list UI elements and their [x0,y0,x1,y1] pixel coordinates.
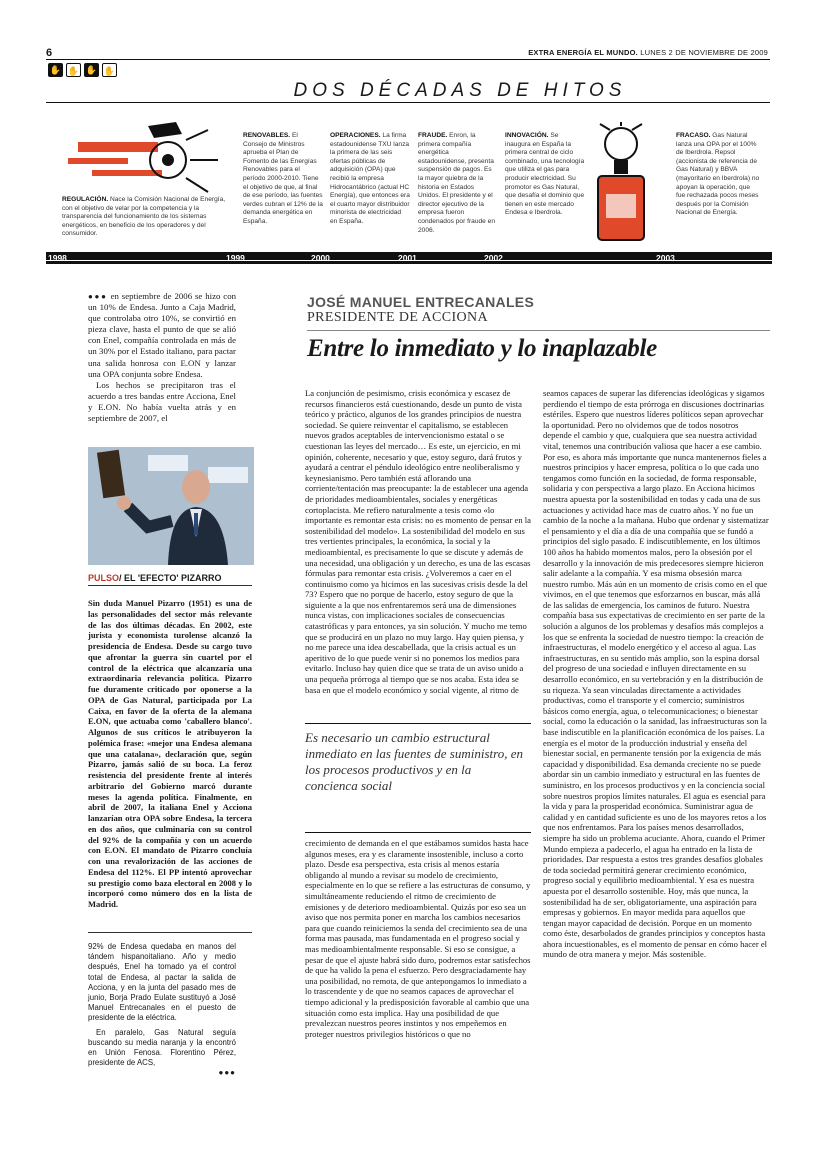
timeline-item-regulacion: REGULACIÓN. Nace la Comisión Nacional de Energía, con el objetivo de velar por la competencia y la transparencia del funcionamiento de los sistemas energéticos, en beneficio de los operadores y del consumidor. [62,196,226,238]
paragraph: Los hechos se precipitaron tras el acuerdo a tres bandas entre Acciona, Enel y E.ON. No había vuelta atrás y en septiembre de 2007, el [88,379,236,424]
publication-date: LUNES 2 DE NOVIEMBRE DE 2009 [640,48,768,57]
timeline-item-fracaso: FRACASO. Gas Natural lanza una OPA por el 100% de Iberdrola. Repsol (accionista de referencia de Gas Natural) y BBVA (mayoritario en Iberdrola) no apoyan la operación, que fue rechazada pocos meses después por la Comisión Nacional de Energía. [676,132,760,217]
section-title: DOS DÉCADAS DE HITOS [293,80,627,101]
article-headline: Entre lo inmediato y lo inaplazable [307,335,657,362]
year-label: 1998 [48,253,67,263]
year-label: 1999 [226,253,245,263]
pulso-label: PULSO [88,573,120,583]
article-author-role: PRESIDENTE DE ACCIONA [307,310,489,325]
section-rule [46,102,770,103]
entrecanales-photo [88,447,254,565]
paragraph: ●●● en septiembre de 2006 se hizo con un 10% de Endesa. Junto a Caja Madrid, que controlaba otro 10%, se convirtió en pieza clave, hasta el punto de que se alió con Enel, compañía controlada en más de un 30% por el Estado italiano, para pactar una salida honrosa con E.ON y lanzar una OPA conjunta sobre Endesa. [88,291,237,379]
pulso-end-rule [88,932,252,933]
header-rule [46,59,770,60]
section-hand-icons [48,63,117,77]
year-label: 2003 [656,253,675,263]
pulso-title: EL 'EFECTO' PIZARRO [124,573,222,583]
publication-header [528,48,768,57]
paragraph: 92% de Endesa quedaba en manos del tándem hispanoitaliano. Año y medio después, Enel ha tomado ya el control total de Endesa, al pactar la salida de Acciona, y en la junta del pasado mes de junio, Borja Prado Eulate sustituyó a José Manuel Entrecanales en el puesto de presidente de la eléctrica. [88,942,236,1023]
year-label: 2000 [311,253,330,263]
left-column-top [88,291,236,424]
article-column-1-continued: crecimiento de demanda en el que estábamos sumidos hasta hace algunos meses, era y es claramente insostenible, incluso a corto plazo. Desde esa perspectiva, esta crisis al menos estaría obligando al mundo a revisar su modelo de crecimiento, especialmente en lo que se refiere a las estructuras de consumo, y simultáneamente reduciendo el ritmo de crecimiento de emisiones y de deterioro medioambiental. Quizás por eso sea un aviso que nos permita poner en marcha los cambios necesarios para que cuando reiniciemos la senda del crecimiento sea de una forma mas pausada, mas fundamentada en el progreso social y mas medioambientalmente responsable. Si eso se consigue, a pesar de que el ajuste habrá sido duro, podremos estar satisfechos de que ha valido la pena el esfuerzo. Pero desgraciadamente hay una posibilidad, no remota, de que antepongamos lo inmediato a lo trascendente y de que no seamos capaces de aprovechar el tiempo adicional y la predisposición favorable al cambio que una situación como esta implica. Hay una posibilidad de que prevalezcan nuestros peores instintos y nos empeñemos en proteger nuestros privilegios históricos o que no [305,838,531,1039]
left-column-bottom [88,942,236,1079]
hand-icon: ✋ [66,63,81,77]
quote-rule-bottom [305,832,531,833]
timeline-item-renovables: RENOVABLES. El Consejo de Ministros aprueba el Plan de Fomento de las Energías Renovables para el período 2000-2010. Tiene el objetivo de que, al final de ese período, las fuentes verdes cubran el 12% de la demanda energética en España. [243,132,323,225]
article-column-1: La conjunción de pesimismo, crisis económica y escasez de recursos financieros está cuestionando, desde un punto de vista teórico y práctico, algunos de los grandes principios de nuestra sociedad. Se quiere reinventar el capitalismo, se establecen nuevos grados aceptables de intervencionismo estatal o se cuestionan las leyes del mercado… Es este, un ejercicio, en mi opinión, coherente, necesario y que, estoy seguro, dará frutos y ayudará a centrar el péndulo ideológico entre neoliberalismo y keynesianismo. Pero también está aflorando una corriente/tentación mas preocupante: la de establecer una agenda de prioridades medioambientales, sociales y energéticas cortoplacista. Me refiero naturalmente a tesis como «lo importante es remontar esta crisis: no es momento de pensar en la sostenibilidad del modelo». La sostenibilidad del modelo en sus tres vertientes principales, la económica, la social y la medioambiental, es precisamente lo que se discute y además de una necesidad, una obligación y un derecho, es una de las escasas fórmulas para remontar esta crisis. ¿Volveremos a caer en el continuismo como ya hicimos en las sucesivas crisis desde la del 73? Espero que no porque de hacerlo, estoy seguro de que la siguiente a la que nos enfrentaremos será una de dimensiones nunca vistas, con implicaciones sociales de consecuencias catastróficas y para entonces, ya sin solución. Y mucho me temo que se producirá en un plazo no muy largo. Hay quien piensa, y no me parece una idea descabellada, que la crisis actual es un aperitivo de lo que puede venir si no ponemos los medios para evitarlo. Incluso hay quien dice que se trata de un aviso unido a una pequeña prórroga al tiempo que se nos acaba. Esta idea se basa en que el modelo económico y social vigente, al ritmo de [305,388,531,695]
quote-rule-top [305,723,531,724]
bottle-illustration [590,122,652,244]
timeline-item-operaciones: OPERACIONES. La firma estadounidense TXU lanza la primera de las seis ofertas públicas de adquisición (OPA) que recibió la empresa Hidrocantábrico (actual HC Energía), que entonces era el cuarto mayor distribuidor minorista de electricidad en España. [330,132,410,225]
hand-icon: ✋ [49,65,62,75]
year-label: 2001 [398,253,417,263]
publication-name: EXTRA ENERGÍA EL MUNDO. [528,48,638,57]
timeline-item-fraude: FRAUDE. Enron, la primera compañía energética estadounidense, presenta suspensión de pagos. Es la mayor quiebra de la historia en Estados Unidos. El presidente y el director ejecutivo de la empresa fueron condenados por fraude en 2006. [418,132,495,234]
pulso-heading: PULSO/ EL 'EFECTO' PIZARRO [88,573,222,583]
hand-icon: ✋ [85,65,98,75]
article-author: JOSÉ MANUEL ENTRECANALES [307,294,535,310]
pulso-text: Sin duda Manuel Pizarro (1951) es una de las personalidades del sector más relevante de las dos últimas décadas. En 2002, este jurista y economista turolense alcanzó la presidencia de Endesa. Desde su cargo tuvo que afrontar la guerra sin cuartel por el control de la eléctrica que alcanzaría una extraordinaria relevancia política. Pizarro fue duramente criticado por oponerse a la OPA de Gas Natural, participada por La Caixa, en favor de la oferta de la alemana E.ON, que actuaba como 'caballero blanco'. Algunos de sus críticos le atribuyeron la polémica frase: «mejor una Endesa alemana que una catalana», declaración que, según Pizarro, jamás salió de su boca. La feroz resistencia del presidente frente al interés arbitrario del Gobierno marcó durante meses la agenda política. Finalmente, en abril de 2007, la italiana Enel y Acciona lanzarían otra OPA sobre Endesa, la tercera en dos años, que culminaría con su control del 92% de la compañía y con un acuerdo con E.ON. El mandato de Pizarro concluía con una revalorización de las acciones de Endesa del 112%. El PP intentó aprovechar su prestigio como baza electoral en 2008 y lo incorporó como número dos en la lista de Madrid. [88,598,252,909]
pulso-rule [88,585,252,586]
pull-quote: Es necesario un cambio estructural inmediato en las fuentes de suministro, en los procesos productivos y en la concienca social [305,730,523,793]
hand-icon: ✋ [102,63,117,77]
timeline-item-innovacion: INNOVACIÓN. Se inaugura en España la primera central de ciclo combinado, una tecnología que utiliza el gas para producir electricidad. Su promotor es Gas Natural, que desafía el dominio que tienen en este mercado Endesa e Iberdrola. [505,132,585,217]
kicker-rule [307,330,770,331]
article-column-2: seamos capaces de superar las diferencias ideológicas y sigamos perdiendo el tiempo de esta prórroga en discusiones doctrinarias estériles. Espero que nuestros líderes políticos sepan aprovechar la oportunidad. Pero no olvidemos que de todos nosotros depende el cambio y que, cualquiera que sea nuestra actividad vital, tenemos una contribución valiosa que hacer a ese cambio. Por eso, es ahora más importante que nunca mantenernos fieles a nuestros principios y hacer empresa, política o lo que cada uno tengamos como función en la sociedad, de forma responsable, solidaria y con perspectiva a largo plazo. En Acciona hicimos nuestra apuesta por la sostenibilidad en todas y cada una de sus actuaciones y actividad hace mas de cuatro años. Y no fue un cambio de la noche a la mañana. Hubo que ordenar y sistematizar el pensamiento y el día a día de una compañía que se fundó a principios del siglo pasado. E indiscutiblemente, en los últimos 100 años ha habido momentos malos, pero la obsesión por el desarrollo y la innovación de mis predecesores siempre hicieron salir adelante a la compañía. Y esa misma obsesión marca nuestro rumbo. Más aún en un momento de crisis como en el que vivimos, en el que tenemos que esforzarnos en buscar, más allá de las salidas de emergencia, los caminos de futuro. Nuestra compañía basa sus expectativas de crecimiento en ser parte de la solución a algunos de los problemas y desafíos más complejos a los que se enfrenta la sociedad de nuestro tiempo: la creación de infraestructuras, el modelo energético y el acceso al agua. Las infraestructuras, en su sentido más amplio, son la espina dorsal del progreso de una sociedad e influyen directamente en su desarrollo económico, en su vertebración y en la distribución de su riqueza. Ya sean vinculadas directamente a actividades productivas, como el transporte y el comercio; suministros básicos como energía, agua, o telecomunicaciones; o bienestar social, como la educación o la sanidad, las infraestructuras son la base indiscutible en la planificación económica de los países. La energía es el motor de la producción industrial y enseña del bienestar social, en permanente tensión por la exigencia de más capacidad y disponibilidad. Esa demanda creciente no se puede abordar sin un cambio inmediato y estructural en las fuentes de suministro, en los procesos productivos y en la conciencia social sobre nuestros propios límites naturales. El agua es esencial para la vida y para la prosperidad económica. Suministrar agua de calidad y en cantidad suficiente es uno de los mayores retos a los que nos enfrentamos. Para los países menos desarrollados, siempre ha sido un problema acuciante. Ahora, cuando el Primer Mundo empieza a padecerlo, el agua ha entrado en la lista de prioridades. Dar respuesta a estos tres grandes desafíos globales de toda sociedad permitirá generar crecimiento económico, progreso social y equilibrio medioambiental. Y esa es nuestra apuesta por el desarrollo sostenible. Hoy, más que nunca, la sostenibilidad ha de ser, obligatoriamente, una aspiración para empresas y gobiernos. En mayor medida para aquellos que tengan mayor capacidad de decisión. Porque en un momento como éste, desarbolados de grandes principios y conceptos hasta ahora incuestionables, es el momento de pensar en cómo hacer el mundo de otra manera y mejor. Más sostenible. [543,388,769,960]
page-number: 6 [46,47,53,59]
regulation-illustration [58,120,226,202]
year-label: 2002 [484,253,503,263]
paragraph: En paralelo, Gas Natural seguía buscando su media naranja y la encontró en Unión Fenosa. Florentino Pérez, presidente de ACS, [88,1027,236,1068]
end-dots: ●●● [218,1068,236,1078]
